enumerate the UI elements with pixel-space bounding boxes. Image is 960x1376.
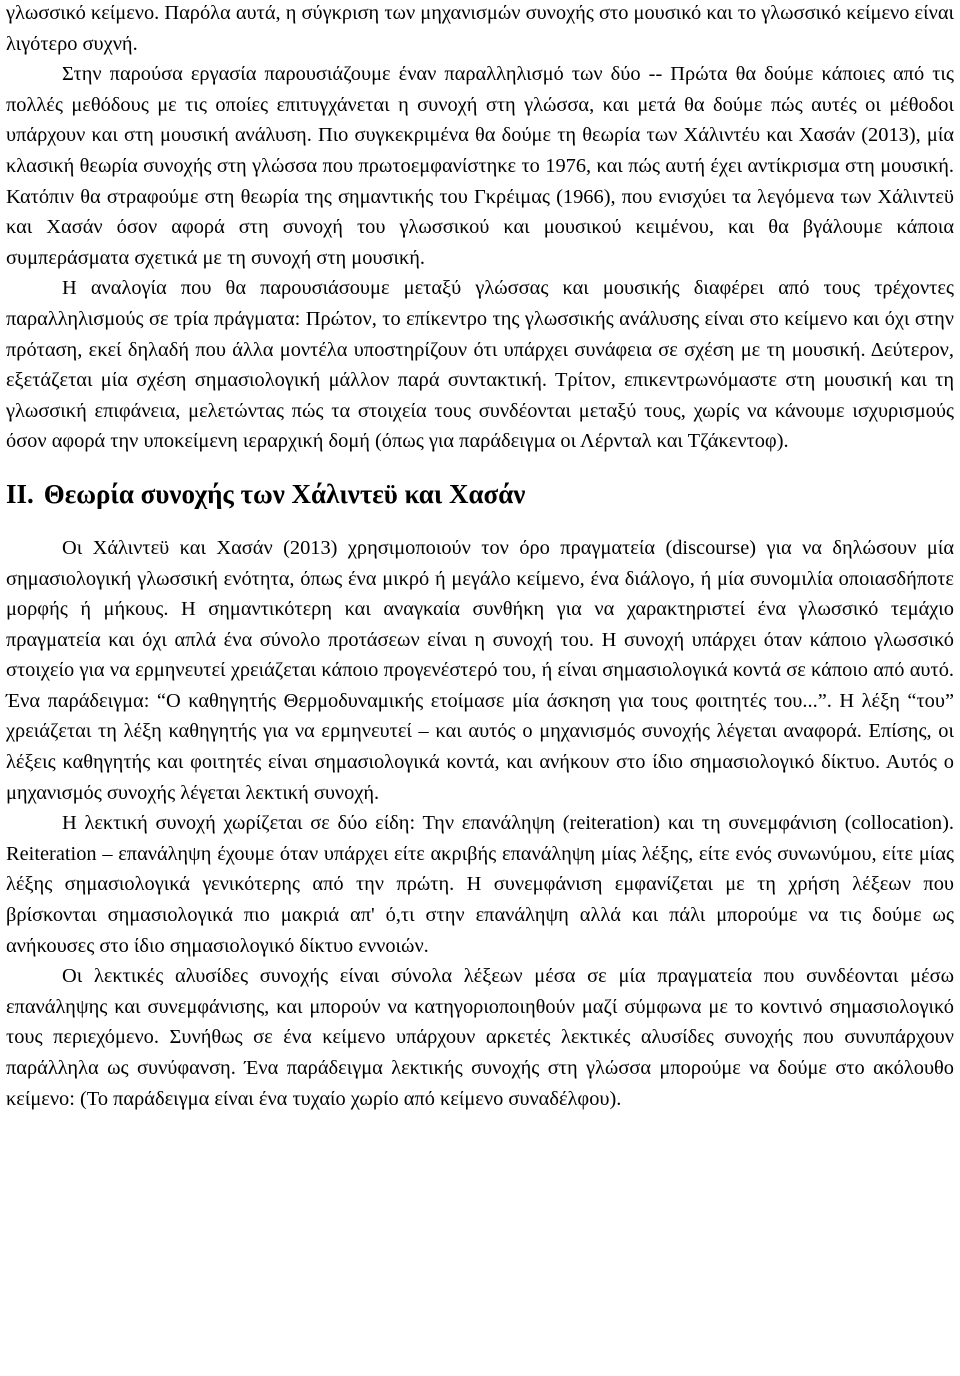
paragraph-analogy: Η αναλογία που θα παρουσιάσουμε μεταξύ γλώσσας και μουσικής διαφέρει από τους τρέχοντες παραλληλισμούς σε τρία πράγματα: Πρώτον, το επίκεντρο της γλωσσικής ανάλυσης είναι στο κείμενο και όχι στην πρόταση, εκεί δηλαδή που άλλα μοντέλα υποστηρίζουν ότι υπάρχει συνάφεια σε σχέση με τη μουσική. Δεύτερον, εξετάζεται μία σχέση σημασιολογική μάλλον παρά συντακτική. Τρίτον, επικεντρωνόμαστε στη μουσική και τη γλωσσική επιφάνεια, μελετώντας πώς τα στοιχεία τους συνδέονται μεταξύ τους, χωρίς να κάνουμε ισχυρισμούς όσον αφορά την υποκείμενη ιεραρχική δομή (όπως για παράδειγμα οι Λέρνταλ και Τζάκεντοφ). xyxy=(6,277,954,453)
section-number: II. xyxy=(6,478,34,509)
paragraph-lexical-chains: Οι λεκτικές αλυσίδες συνοχής είναι σύνολα λέξεων μέσα σε μία πραγματεία που συνδέονται μέσω επανάληψης και συνεμφάνισης, και μπορούν να κατηγοριοποιηθούν μαζί σύμφωνα με το κοντινό σημασιολογικό τους περιεχόμενο. Συνήθως σε ένα κείμενο υπάρχουν αρκετές λεκτικές αλυσίδες συνοχής που συνυπάρχουν παράλληλα ως συνύφανση. Ένα παράδειγμα λεκτικής συνοχής στη γλώσσα μπορούμε να δούμε στο ακόλουθο κείμενο: (Το παράδειγμα είναι ένα τυχαίο χωρίο από κείμενο συναδέλφου). xyxy=(6,965,954,1110)
paragraph-intro-method: Στην παρούσα εργασία παρουσιάζουμε έναν παραλληλισμό των δύο -- Πρώτα θα δούμε κάποιες από τις πολλές μεθόδους με τις οποίες επιτυγχάνεται η συνοχή στη γλώσσα, και μετά θα δούμε πώς αυτές οι μέθοδοι υπάρχουν και στη μουσική ανάλυση. Πιο συγκεκριμένα θα δούμε τη θεωρία των Χάλιντέυ και Χασάν (2013), μία κλασική θεωρία συνοχής στη γλώσσα που πρωτοεμφανίστηκε το 1976, και πώς αυτή έχει αντίκρισμα στη μουσική. Κατόπιν θα στραφούμε στη θεωρία της σημαντικής του Γκρέιμας (1966), που ενισχύει τα λεγόμενα των Χάλιντεϋ και Χασάν όσον αφορά στη συνοχή του γλωσσικού και μουσικού κειμένου, και θα βγάλουμε κάποια συμπεράσματα σχετικά με τη συνοχή στη μουσική. xyxy=(6,63,954,269)
section-title: Θεωρία συνοχής των Χάλιντεϋ και Χασάν xyxy=(43,478,526,509)
paragraph-lexical-cohesion: Η λεκτική συνοχή χωρίζεται σε δύο είδη: Την επανάληψη (reiteration) και τη συνεμφάνιση (collocation). Reiteration – επανάληψη έχουμε όταν υπάρχει είτε ακριβής επανάληψη μίας λέξης, είτε ενός συνωνύμου, είτε μίας λέξης σημασιολογικά γενικότερης από την πρώτη. Η συνεμφάνιση εμφανίζεται με τη χρήση λέξεων που βρίσκονται σημασιολογικά πιο μακριά απ' ό,τι στην επανάληψη αλλά και πάλι μπορούμε να τις δούμε ως ανήκουσες στο ίδιο σημασιολογικό δίκτυο εννοιών. xyxy=(6,812,954,957)
heading-spacer xyxy=(6,457,954,477)
section-heading xyxy=(6,477,954,511)
paragraph-continued: γλωσσικό κείμενο. Παρόλα αυτά, η σύγκριση των μηχανισμών συνοχής στο μουσικό και το γλωσσικό κείμενο είναι λιγότερο συχνή. xyxy=(6,2,954,55)
paragraph-discourse: Οι Χάλιντεϋ και Χασάν (2013) χρησιμοποιούν τον όρο πραγματεία (discourse) για να δηλώσουν μία σημασιολογική γλωσσική ενότητα, όπως ένα μικρό ή μεγάλο κείμενο, ένα διάλογο, ή μία συνομιλία οποιασδήποτε μορφής ή μήκους. Η σημαντικότερη και αναγκαία συνθήκη για να χαρακτηριστεί ένα γλωσσικό τεμάχιο πραγματεία και όχι απλά ένα σύνολο προτάσεων είναι η συνοχή του. Η συνοχή υπάρχει όταν κάποιο γλωσσικό στοιχείο για να ερμηνευτεί χρειάζεται κάποιο προγενέστερό του, ή είναι σημασιολογικά κοντά σε κάποιο από αυτό. Ένα παράδειγμα: “Ο καθηγητής Θερμοδυναμικής ετοίμασε μία άσκηση για τους φοιτητές του...”. Η λέξη “του” χρειάζεται τη λέξη καθηγητής για να ερμηνευτεί – και αυτός ο μηχανισμός συνοχής λέγεται αναφορά. Επίσης, οι λέξεις καθηγητής και φοιτητές είναι σημασιολογικά κοντά, και ανήκουν στο ίδιο σημασιολογικό δίκτυο. Αυτός ο μηχανισμός συνοχής λέγεται λεκτική συνοχή. xyxy=(6,536,954,804)
